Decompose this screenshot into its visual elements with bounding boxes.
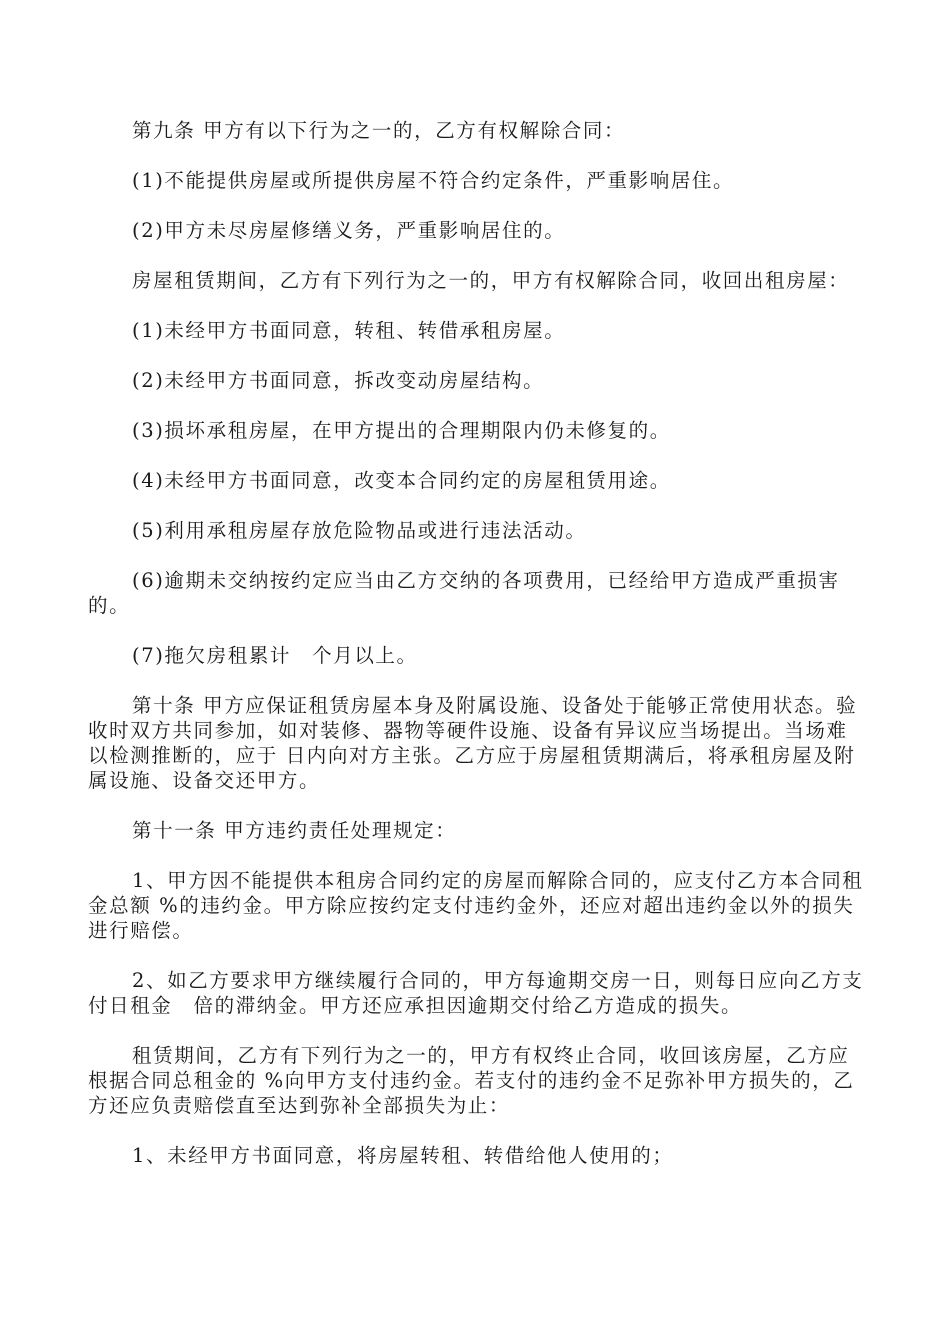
- clause-11-item-1: 1、甲方因不能提供本租房合同约定的房屋而解除合同的，应支付乙方本合同租金总额 %的违约金。甲方除应按约定支付违约金外，还应对超出违约金以外的损失进行赔偿。: [88, 869, 864, 942]
- tenant-breach-item-5: (5)利用承租房屋存放危险物品或进行违法活动。: [132, 519, 587, 542]
- clause-11-heading: 第十一条 甲方违约责任处理规定：: [132, 819, 457, 842]
- tenant-breach-item-2: (2)未经甲方书面同意，拆改变动房屋结构。: [132, 369, 545, 392]
- clause-11-item-2: 2、如乙方要求甲方继续履行合同的，甲方每逾期交房一日，则每日应向乙方支付日租金 倍的滞纳金。甲方还应承担因逾期交付给乙方造成的损失。: [88, 969, 864, 1017]
- tenant-breach-item-4: (4)未经甲方书面同意，改变本合同约定的房屋租赁用途。: [132, 469, 671, 492]
- tenant-breach-item-1: (1)未经甲方书面同意，转租、转借承租房屋。: [132, 319, 566, 342]
- clause-9-heading: 第九条 甲方有以下行为之一的，乙方有权解除合同：: [132, 119, 626, 142]
- tenant-breach-intro: 房屋租赁期间，乙方有下列行为之一的，甲方有权解除合同，收回出租房屋：: [132, 269, 850, 292]
- tenant-breach-item-3: (3)损坏承租房屋，在甲方提出的合理期限内仍未修复的。: [132, 419, 671, 442]
- tenant-breach-item-7: (7)拖欠房租累计 个月以上。: [132, 644, 418, 667]
- lease-termination-item-1: 1、未经甲方书面同意，将房屋转租、转借给他人使用的；: [132, 1144, 674, 1167]
- tenant-breach-item-6: (6)逾期未交纳按约定应当由乙方交纳的各项费用，已经给甲方造成严重损害的。: [88, 569, 840, 617]
- lease-termination-intro: 租赁期间，乙方有下列行为之一的，甲方有权终止合同，收回该房屋，乙方应根据合同总租金的 %向甲方支付违约金。若支付的违约金不足弥补甲方损失的，乙方还应负责赔偿直至达到弥补全部损失为止：: [88, 1044, 855, 1117]
- clause-9-item-1: (1)不能提供房屋或所提供房屋不符合约定条件，严重影响居住。: [132, 169, 735, 192]
- clause-9-item-2: (2)甲方未尽房屋修缮义务，严重影响居住的。: [132, 219, 566, 242]
- document-body: [88, 118, 868, 1193]
- clause-10: 第十条 甲方应保证租赁房屋本身及附属设施、设备处于能够正常使用状态。验收时双方共同参加，如对装修、器物等硬件设施、设备有异议应当场提出。当场难以检测推断的，应于 日内向对方主张。乙方应于房屋租赁期满后，将承租房屋及附属设施、设备交还甲方。: [88, 694, 858, 792]
